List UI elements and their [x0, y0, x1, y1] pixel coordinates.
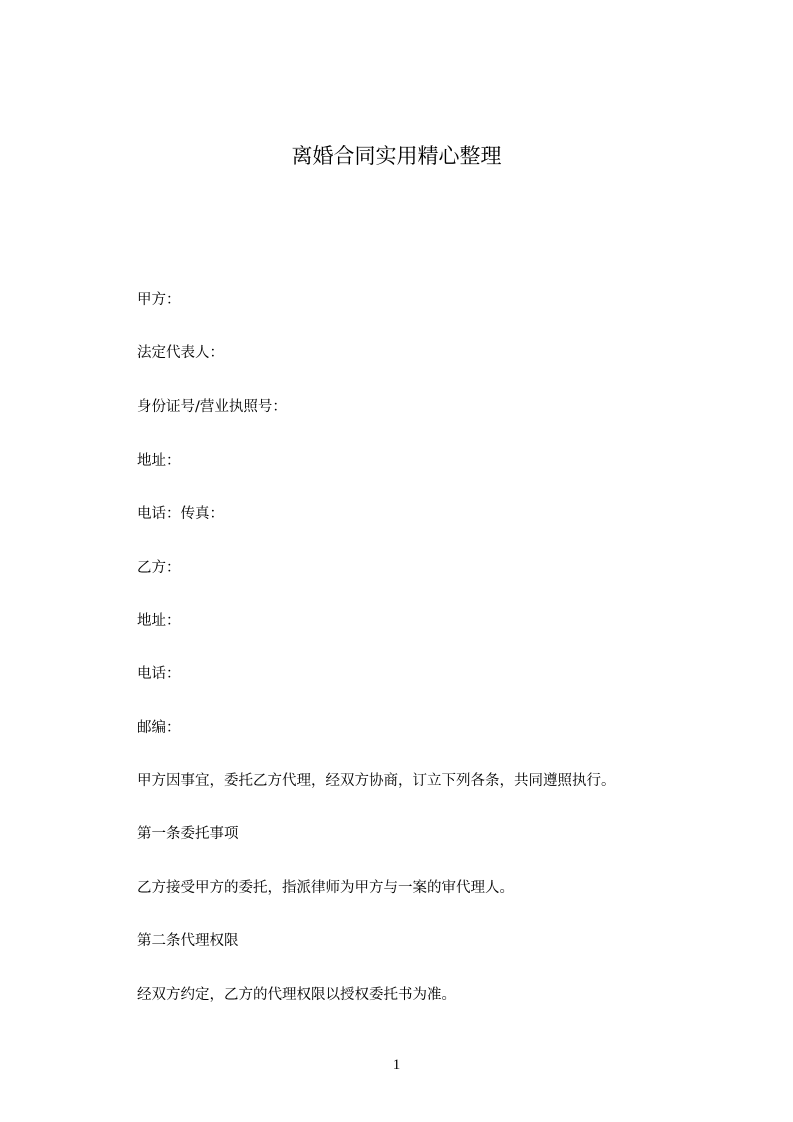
party-b-address-label: 地址： [137, 613, 181, 629]
document-title: 离婚合同实用精心整理 [291, 144, 502, 168]
id-license-number-label: 身份证号/营业执照号： [137, 399, 287, 415]
party-a-address-label: 地址： [137, 453, 181, 469]
legal-representative-label: 法定代表人： [137, 345, 224, 361]
party-a-label: 甲方： [137, 292, 181, 308]
page-number: 1 [392, 1057, 401, 1073]
phone-fax-label: 电话：传真： [137, 506, 224, 522]
article-two-paragraph: 经双方约定，乙方的代理权限以授权委托书为准。 [137, 987, 456, 1003]
article-one-paragraph: 乙方接受甲方的委托，指派律师为甲方与一案的审代理人。 [137, 880, 514, 896]
article-one-heading: 第一条委托事项 [137, 826, 239, 842]
postcode-label: 邮编： [137, 720, 181, 736]
contract-intro-paragraph: 甲方因事宜，委托乙方代理，经双方协商，订立下列各条，共同遵照执行。 [137, 773, 616, 789]
party-b-label: 乙方： [137, 560, 181, 576]
article-two-heading: 第二条代理权限 [137, 933, 239, 949]
party-b-phone-label: 电话： [137, 666, 181, 682]
